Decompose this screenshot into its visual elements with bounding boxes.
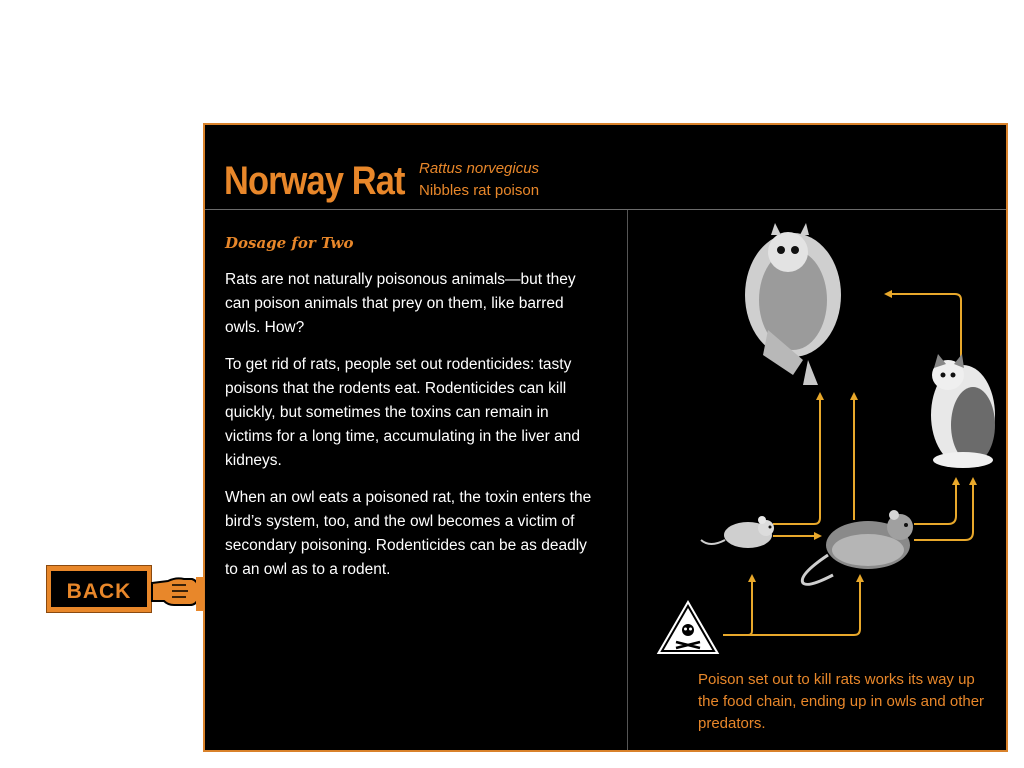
mouse-illustration	[701, 516, 774, 548]
arrow-poison-to-rat	[723, 582, 860, 635]
info-panel	[203, 123, 1008, 752]
arrow-poison-to-mouse	[723, 582, 752, 635]
diagram-caption: Poison set out to kill rats works its way up the food chain, ending up in owls and other predators.	[698, 671, 985, 732]
back-button[interactable]	[46, 565, 196, 615]
paragraph-3: When an owl eats a poisoned rat, the toxin enters the bird’s system, too, and the owl becomes a victim of secondary poisoning. Rodenticides can be as deadly to an owl as to a rodent.	[225, 489, 592, 578]
back-button-frame[interactable]	[46, 565, 152, 613]
arrow-rat-to-cat-1	[914, 485, 956, 524]
back-button-label[interactable]: BACK	[66, 580, 132, 603]
panel-header	[205, 125, 1006, 209]
owl-illustration	[745, 223, 841, 385]
back-button-face[interactable]	[51, 571, 147, 607]
cat-illustration	[931, 354, 995, 468]
paragraph-1: Rats are not naturally poisonous animals—but they can poison animals that prey on them, like barred owls. How?	[225, 271, 576, 336]
arrow-rat-to-cat-2	[914, 485, 973, 540]
poison-warning-icon	[655, 598, 721, 655]
arrow-mouse-to-owl	[773, 400, 820, 524]
paragraph-2: To get rid of rats, people set out rodenticides: tasty poisons that the rodents eat. Rodenticides can kill quickly, but sometimes the toxins can remain in victims for a long time, accumulating in the liver and kidneys.	[225, 356, 580, 469]
page-title: Norway Rat	[224, 159, 405, 203]
pointing-hand-icon[interactable]	[150, 569, 204, 613]
scientific-name: Rattus norvegicus	[419, 160, 540, 177]
tagline: Nibbles rat poison	[419, 182, 540, 199]
section-heading: Dosage for Two	[225, 234, 354, 252]
arrow-cat-to-owl	[892, 294, 961, 360]
